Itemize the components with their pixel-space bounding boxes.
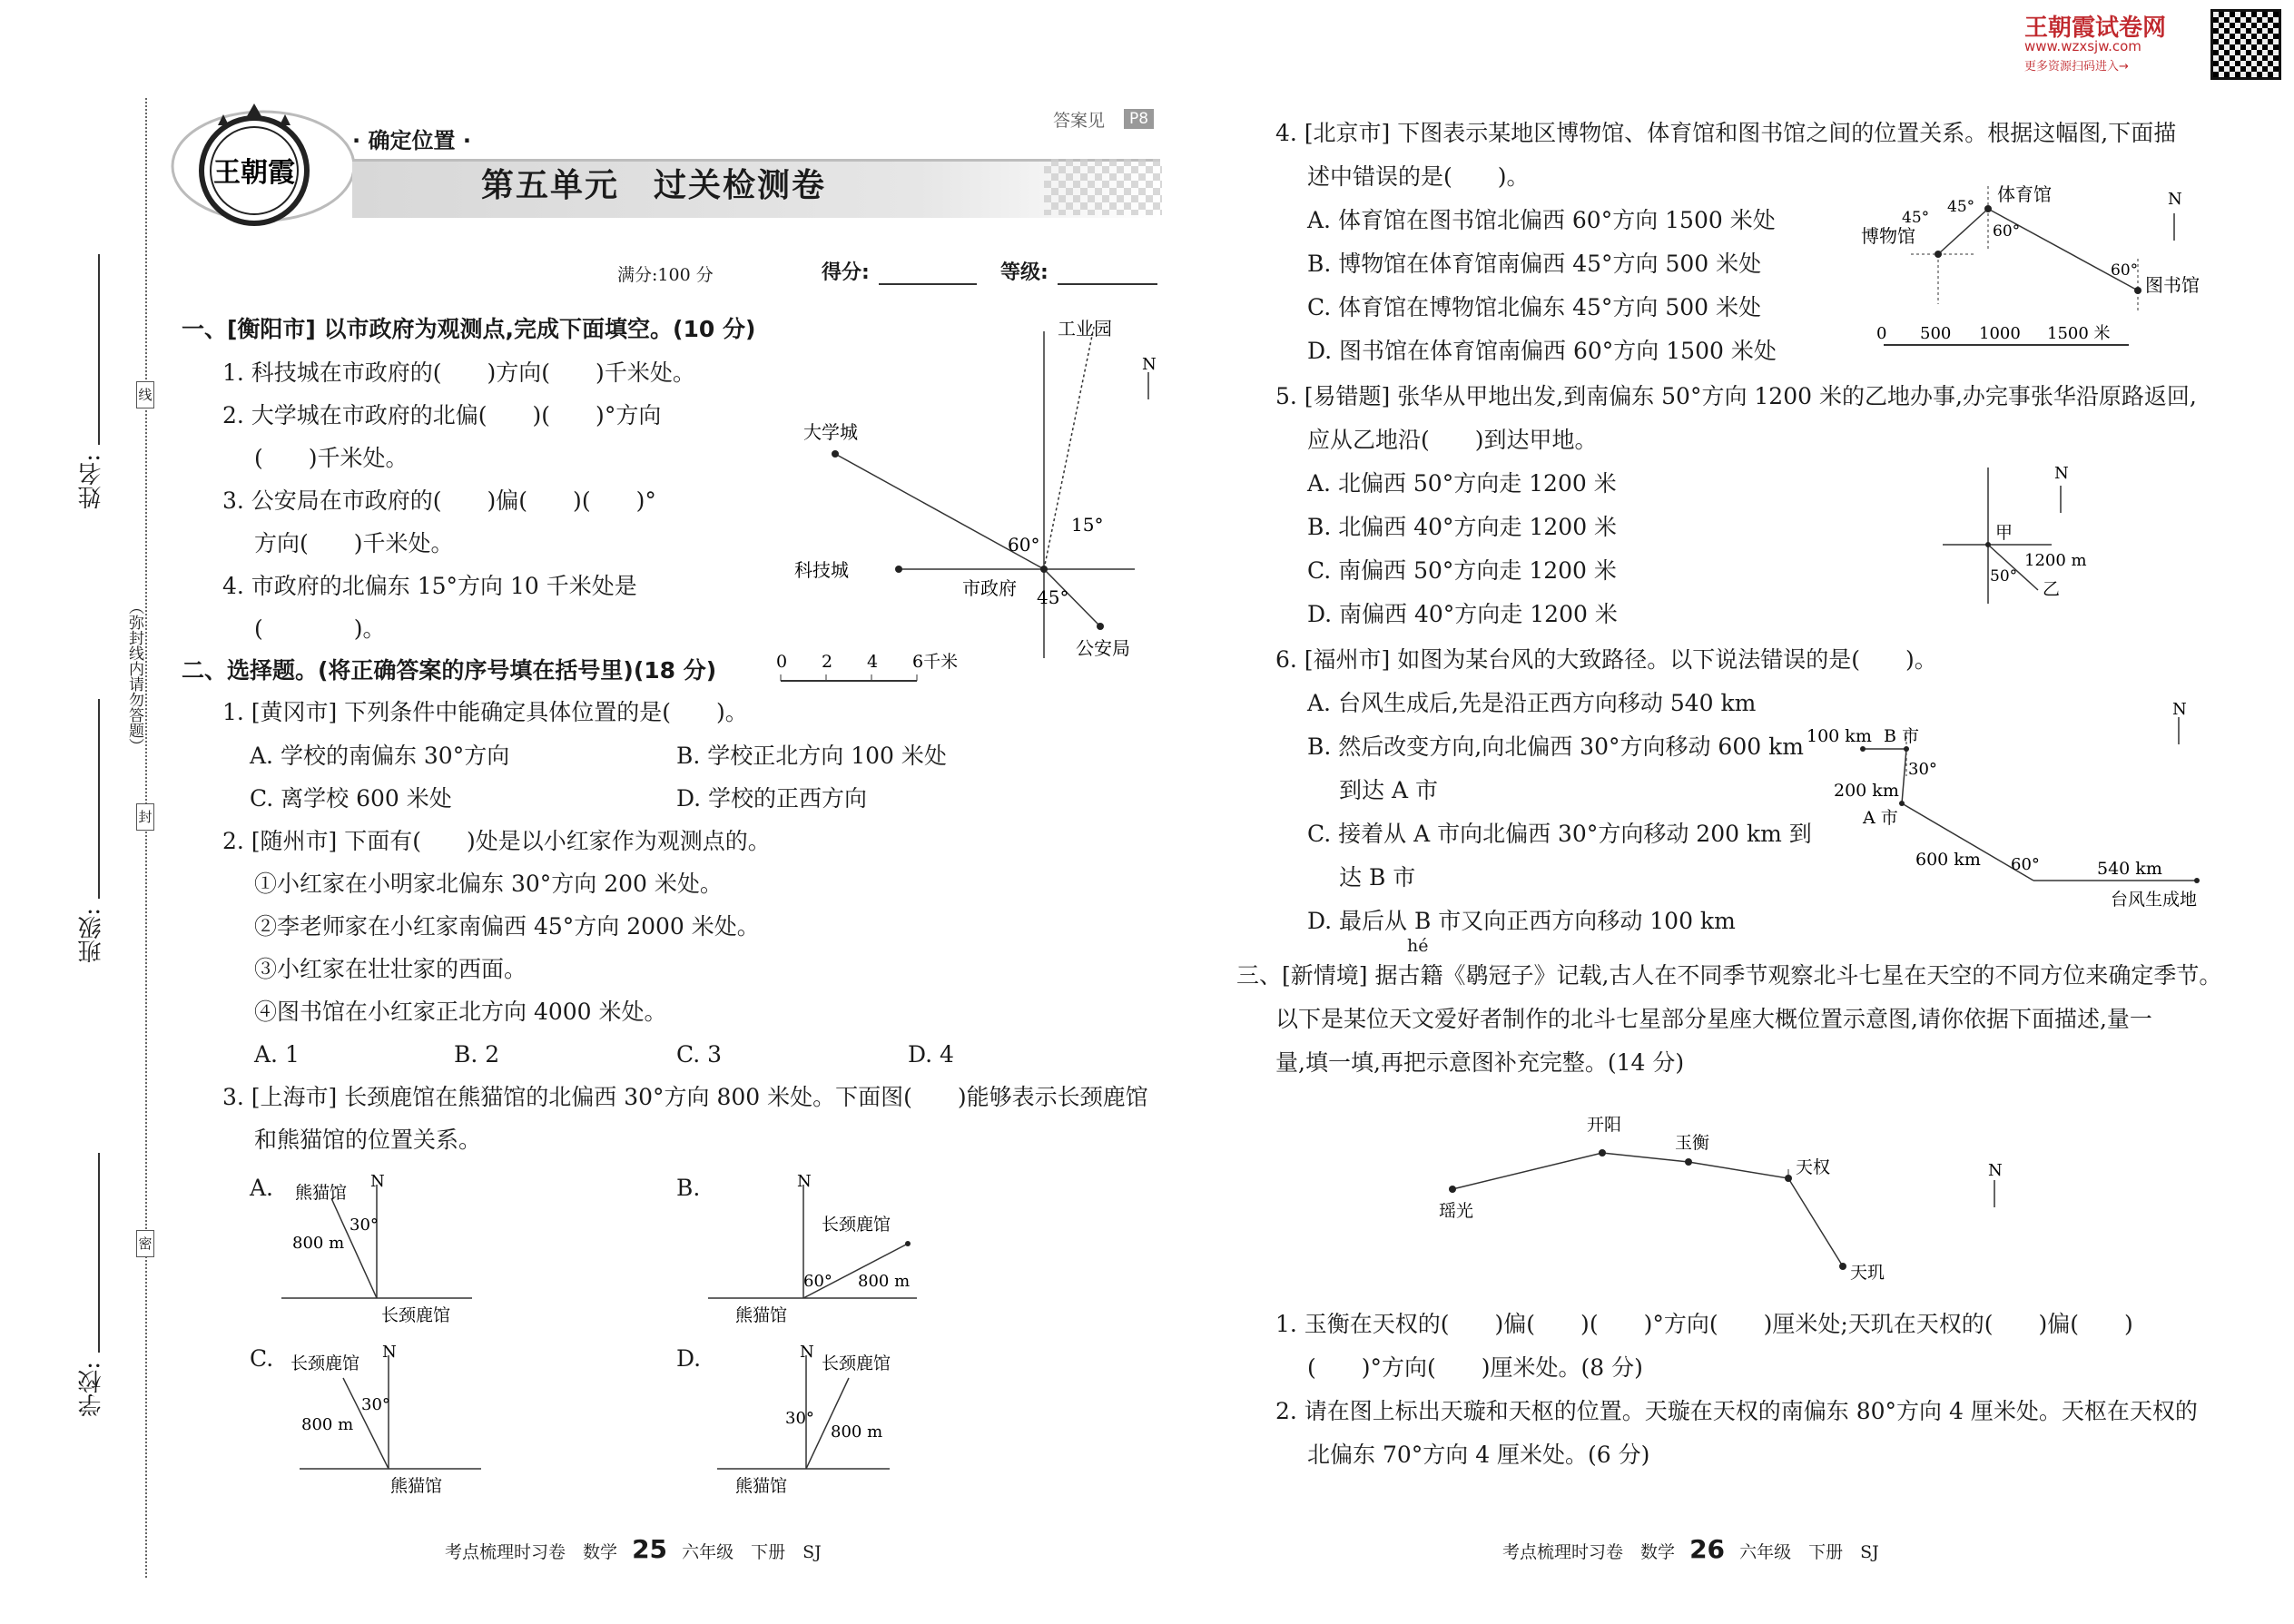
logo-text: 王朝霞	[213, 157, 295, 189]
north-label: N	[800, 1343, 814, 1362]
answer-ref: 答案见	[1053, 111, 1106, 131]
distance-label: 800 m	[831, 1422, 883, 1442]
map-point	[1040, 566, 1048, 573]
option-a: A. 体育馆在图书馆北偏西 60°方向 1500 米处	[1307, 207, 1776, 233]
north-label: N	[2172, 700, 2187, 719]
question-text: 方向( )千米处。	[254, 530, 454, 556]
map-label: A 市	[1863, 808, 1898, 828]
map-point	[1984, 205, 1992, 212]
score-label: 得分:	[822, 261, 870, 284]
star-icon	[247, 103, 261, 116]
ruby-annotation: hé	[1407, 936, 1429, 956]
option-b: B. 北偏西 40°方向走 1200 米	[1307, 514, 1618, 540]
question-text: 1. [黄冈市] 下列条件中能确定具体位置的是( )。	[222, 699, 748, 725]
question-text: 北偏东 70°方向 4 厘米处。(6 分)	[1307, 1442, 1650, 1468]
map-label: 公安局	[1076, 637, 1130, 659]
star-label: 瑶光	[1439, 1201, 1474, 1221]
angle-label: 60°	[2111, 261, 2139, 280]
distance-label: 600 km	[1915, 850, 1981, 870]
distance-label: 800 m	[292, 1234, 345, 1253]
name-label: 姓名:	[78, 454, 105, 509]
constellation-line	[1452, 1153, 1843, 1266]
map-label: 熊猫馆	[735, 1476, 788, 1496]
option-c: C. 3	[676, 1041, 723, 1068]
brand-slogan: 更多资源扫码进入→	[2024, 60, 2129, 74]
school-label: 学校:	[78, 1362, 105, 1417]
scale-label: 1000	[1979, 324, 2021, 343]
footer-right	[1502, 1534, 1879, 1564]
star-label: 天玑	[1850, 1263, 1885, 1283]
part3-heading: 三、[新情境] 据古籍《鹖冠子》记载,古人在不同季节观察北斗七星在天空的不同方位来确定季节。	[1236, 962, 2222, 989]
grade-label: 等级:	[1000, 261, 1049, 284]
option-d: D. 南偏西 40°方向走 1200 米	[1307, 601, 1618, 627]
footer-grade: 六年级 下册 SJ	[682, 1542, 822, 1562]
map-label: B 市	[1884, 726, 1920, 746]
question-text: 5. [易错题] 张华从甲地出发,到南偏东 50°方向 1200 米的乙地办事,办完事张华沿原路返回,	[1275, 383, 2197, 409]
question-text: 2. [随州市] 下面有( )处是以小红家作为观测点的。	[222, 828, 771, 854]
angle-label: 30°	[785, 1409, 814, 1428]
map-label: 长颈鹿馆	[290, 1353, 360, 1373]
option-d-diagram	[717, 1343, 926, 1496]
museum-map	[1856, 177, 2238, 354]
star-label: 天权	[1796, 1157, 1831, 1177]
star-label: 开阳	[1587, 1115, 1622, 1135]
option-b-diagram	[708, 1172, 926, 1325]
north-label: N	[2054, 464, 2069, 483]
question-text: ( )千米处。	[254, 445, 409, 471]
scale-label: 4	[867, 652, 879, 672]
distance-label: 800 m	[858, 1272, 911, 1291]
map-point	[1985, 542, 1991, 547]
map-point	[2194, 878, 2200, 883]
scale-label: 500	[1920, 324, 1952, 343]
map-label: 大学城	[803, 421, 858, 443]
section-tag: · 确定位置 ·	[352, 128, 471, 153]
map-point	[905, 1241, 911, 1246]
scale-label: 1500 米	[2047, 324, 2111, 343]
scale-label: 0	[1876, 324, 1887, 343]
north-label: N	[1142, 355, 1157, 374]
angle-label: 60°	[1993, 222, 2021, 241]
map-label: 熊猫馆	[390, 1476, 443, 1496]
page-number: 26	[1689, 1534, 1726, 1564]
map-point	[1860, 746, 1866, 752]
question-text: ( )。	[254, 615, 386, 642]
statement: ①小红家在小明家北偏东 30°方向 200 米处。	[254, 871, 723, 897]
jia-yi-map	[1934, 458, 2142, 613]
angle-label: 30°	[1908, 760, 1937, 779]
map-label: 长颈鹿馆	[822, 1215, 891, 1235]
question-text: 应从乙地沿( )到达甲地。	[1307, 427, 1598, 453]
north-label: N	[382, 1343, 397, 1362]
scale-label: 6千米	[912, 652, 959, 672]
angle-label: 60°	[2011, 855, 2040, 874]
class-field[interactable]	[98, 699, 100, 899]
distance-label: 1200 m	[2024, 551, 2087, 570]
footer-series: 考点梳理时习卷 数学	[1502, 1542, 1676, 1562]
option-c: C. 体育馆在博物馆北偏东 45°方向 500 米处	[1307, 294, 1762, 320]
option-a: A. 学校的南偏东 30°方向	[250, 743, 510, 769]
angle-label: 15°	[1071, 514, 1104, 536]
option-a: A. 北偏西 50°方向走 1200 米	[1307, 470, 1617, 497]
star-icon	[280, 114, 290, 125]
scale-label: 0	[776, 652, 788, 672]
map-label: 甲	[1995, 523, 2013, 543]
star-icon	[1599, 1149, 1606, 1156]
angle-label: 45°	[1947, 198, 1975, 216]
answer-page-badge: P8	[1124, 109, 1154, 129]
brand-url[interactable]: www.wzxsjw.com	[2024, 38, 2141, 54]
question-text: 1. 玉衡在天权的( )偏( )( )°方向( )厘米处;天玑在天权的( )偏( )	[1275, 1311, 2133, 1337]
option-b: B. 2	[454, 1041, 500, 1068]
seal-char: 封	[136, 803, 154, 831]
binding-notice: （弥封线内请勿答题）	[125, 599, 143, 753]
option-c-cont: 达 B 市	[1339, 864, 1416, 891]
map-label: 体育馆	[1997, 183, 2052, 205]
map-point	[1904, 746, 1909, 752]
north-label: N	[797, 1172, 812, 1191]
question-text: 和熊猫馆的位置关系。	[254, 1127, 482, 1153]
map-label: 熊猫馆	[735, 1305, 788, 1325]
seal-char: 线	[136, 381, 154, 408]
brand-name: 王朝霞试卷网	[2024, 15, 2167, 42]
angle-label: 45°	[1037, 586, 1069, 608]
map-point	[1097, 623, 1104, 630]
grade-field[interactable]	[1058, 283, 1157, 285]
map-label: 乙	[2043, 579, 2061, 599]
statement: ③小红家在壮壮家的西面。	[254, 956, 527, 982]
option-b-cont: 到达 A 市	[1339, 777, 1438, 803]
question-text: 6. [福州市] 如图为某台风的大致路径。以下说法错误的是( )。	[1275, 646, 1937, 673]
city-map	[776, 313, 1162, 690]
option-c: C. 离学校 600 米处	[250, 785, 452, 812]
north-label: N	[1988, 1161, 2003, 1180]
question-text: 2. 请在图上标出天璇和天枢的位置。天璇在天权的南偏东 80°方向 4 厘米处。天枢在天权的	[1275, 1398, 2198, 1424]
star-icon	[1839, 1263, 1846, 1270]
question-text: ( )°方向( )厘米处。(8 分)	[1307, 1354, 1643, 1381]
map-point	[1899, 801, 1905, 806]
star-icon	[1449, 1186, 1456, 1193]
part1-heading: 一、[衡阳市] 以市政府为观测点,完成下面填空。(10 分)	[182, 316, 756, 342]
footer-left	[445, 1534, 822, 1564]
angle-label: 30°	[361, 1395, 390, 1414]
statement: ②李老师家在小红家南偏西 45°方向 2000 米处。	[254, 913, 760, 940]
star-icon	[1685, 1158, 1692, 1166]
option-b: B. 学校正北方向 100 米处	[676, 743, 947, 769]
map-label: 市政府	[962, 577, 1017, 599]
map-point	[2134, 287, 2141, 294]
question-text: 4. 市政府的北偏东 15°方向 10 千米处是	[222, 573, 637, 599]
map-label: 工业园	[1058, 318, 1112, 340]
footer-series: 考点梳理时习卷 数学	[445, 1542, 618, 1562]
path-line	[1902, 749, 1906, 803]
option-c: C. 南偏西 50°方向走 1200 米	[1307, 557, 1617, 584]
title-band-pattern	[1044, 159, 1162, 215]
distance-label: 200 km	[1834, 781, 1899, 801]
question-text: 3. [上海市] 长颈鹿馆在熊猫馆的北偏西 30°方向 800 米处。下面图( )能够表示长颈鹿馆	[222, 1084, 1148, 1110]
angle-label: 30°	[350, 1216, 379, 1235]
distance-label: 540 km	[2097, 859, 2162, 879]
option-a: A. 1	[254, 1041, 300, 1068]
angle-label: 45°	[1902, 209, 1930, 227]
typhoon-map	[1807, 700, 2224, 912]
scale-label: 2	[822, 652, 833, 672]
part3-heading-cont: 以下是某位天文爱好者制作的北斗七星部分星座大概位置示意图,请你依据下面描述,量一	[1275, 1006, 2152, 1032]
question-text: 4. [北京市] 下图表示某地区博物馆、体育馆和图书馆之间的位置关系。根据这幅图,下面描	[1275, 120, 2177, 146]
seal-char: 密	[136, 1230, 154, 1257]
option-d: D. 4	[908, 1041, 954, 1068]
distance-label: 800 m	[301, 1415, 354, 1434]
full-score: 满分:100 分	[617, 265, 714, 285]
question-text: 1. 科技城在市政府的( )方向( )千米处。	[222, 359, 695, 386]
map-label: 熊猫馆	[295, 1183, 348, 1203]
statement: ④图书馆在小红家正北方向 4000 米处。	[254, 999, 667, 1025]
angle-label: 60°	[803, 1272, 832, 1291]
option-b: B. 然后改变方向,向北偏西 30°方向移动 600 km	[1307, 733, 1804, 760]
option-d: D. 学校的正西方向	[676, 785, 868, 812]
option-b-label: B.	[676, 1175, 701, 1201]
question-text: 述中错误的是( )。	[1307, 163, 1530, 190]
map-point	[1935, 251, 1942, 258]
score-field[interactable]	[879, 283, 977, 285]
question-text: 2. 大学城在市政府的北偏( )( )°方向	[222, 402, 662, 428]
map-label: 图书馆	[2145, 274, 2200, 296]
option-a-label: A.	[250, 1175, 274, 1201]
qr-code-icon[interactable]	[2210, 9, 2281, 80]
option-a: A. 台风生成后,先是沿正西方向移动 540 km	[1307, 690, 1757, 716]
school-field[interactable]	[98, 1153, 100, 1353]
option-c: C. 接着从 A 市向北偏西 30°方向移动 200 km 到	[1307, 821, 1812, 847]
map-label: 科技城	[794, 559, 849, 581]
angle-label: 60°	[1008, 534, 1040, 556]
option-d-label: D.	[676, 1345, 702, 1372]
big-dipper-diagram	[1416, 1098, 2033, 1298]
option-b: B. 博物馆在体育馆南偏西 45°方向 500 米处	[1307, 251, 1762, 277]
name-field[interactable]	[98, 254, 100, 445]
option-d: D. 图书馆在体育馆南偏西 60°方向 1500 米处	[1307, 338, 1777, 364]
page-title: 第五单元 过关检测卷	[481, 167, 827, 204]
angle-label: 50°	[1990, 567, 2018, 586]
logo-badge	[163, 98, 363, 234]
map-label: 长颈鹿馆	[822, 1353, 891, 1373]
page-number: 25	[632, 1534, 668, 1564]
footer-grade: 六年级 下册 SJ	[1739, 1542, 1879, 1562]
star-icon	[1785, 1175, 1792, 1182]
option-c-diagram	[290, 1343, 490, 1496]
map-point	[832, 450, 839, 458]
part3-heading-cont: 量,填一填,再把示意图补充完整。(14 分)	[1275, 1049, 1685, 1076]
option-a-diagram	[281, 1172, 481, 1325]
option-c-label: C.	[250, 1345, 274, 1372]
map-label: 台风生成地	[2111, 890, 2198, 910]
north-label: N	[370, 1172, 385, 1191]
north-label: N	[2168, 190, 2182, 209]
class-label: 班级:	[78, 908, 105, 963]
part2-heading: 二、选择题。(将正确答案的序号填在括号里)(18 分)	[182, 657, 717, 684]
map-label: 博物馆	[1861, 225, 1915, 247]
option-d: D. 最后从 B 市又向正西方向移动 100 km	[1307, 908, 1736, 934]
map-label: 长颈鹿馆	[381, 1305, 451, 1325]
binding-line	[145, 98, 147, 1578]
star-label: 玉衡	[1675, 1133, 1710, 1153]
distance-label: 100 km	[1807, 726, 1872, 746]
question-text: 3. 公安局在市政府的( )偏( )( )°	[222, 487, 656, 514]
map-point	[895, 566, 902, 573]
